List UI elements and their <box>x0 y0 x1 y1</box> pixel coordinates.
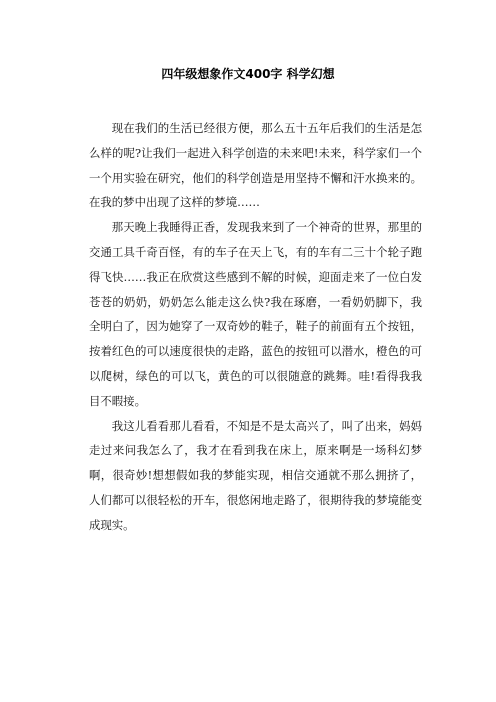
paragraph-1: 现在我们的生活已经很方便，那么五十五年后我们的生活是怎么样的呢?让我们一起进入科学创造的未来吧!未来，科学家们一个一个用实验在研究，他们的科学创造是用坚持不懈和汗水换来的。在我的梦中出现了这样的梦境…… <box>89 121 422 210</box>
paragraph-3: 我这儿看看那儿看看，不知是不是太高兴了，叫了出来，妈妈走过来问我怎么了，我才在看到我在床上，原来啊是一场科幻梦啊，很奇妙!想想假如我的梦能实现，相信交通就不那么拥挤了，人们都可以很轻松的开车，很悠闲地走路了，很期待我的梦境能变成现实。 <box>89 418 422 532</box>
article-body <box>89 116 422 538</box>
paragraph-2: 那天晚上我睡得正香，发现我来到了一个神奇的世界，那里的交通工具千奇百怪，有的车子在天上飞，有的车有二三十个轮子跑得飞快……我正在欣赏这些感到不解的时候，迎面走来了一位白发苍苍的奶奶，奶奶怎么能走这么快?我在琢磨，一看奶奶脚下，我全明白了，因为她穿了一双奇妙的鞋子，鞋子的前面有五个按钮，按着红色的可以速度很快的走路，蓝色的按钮可以潜水，橙色的可以爬树，绿色的可以飞，黄色的可以很随意的跳舞。哇!看得我我目不暇接。 <box>89 220 422 408</box>
page-title: 四年级想象作文400字 科学幻想 <box>161 67 335 81</box>
